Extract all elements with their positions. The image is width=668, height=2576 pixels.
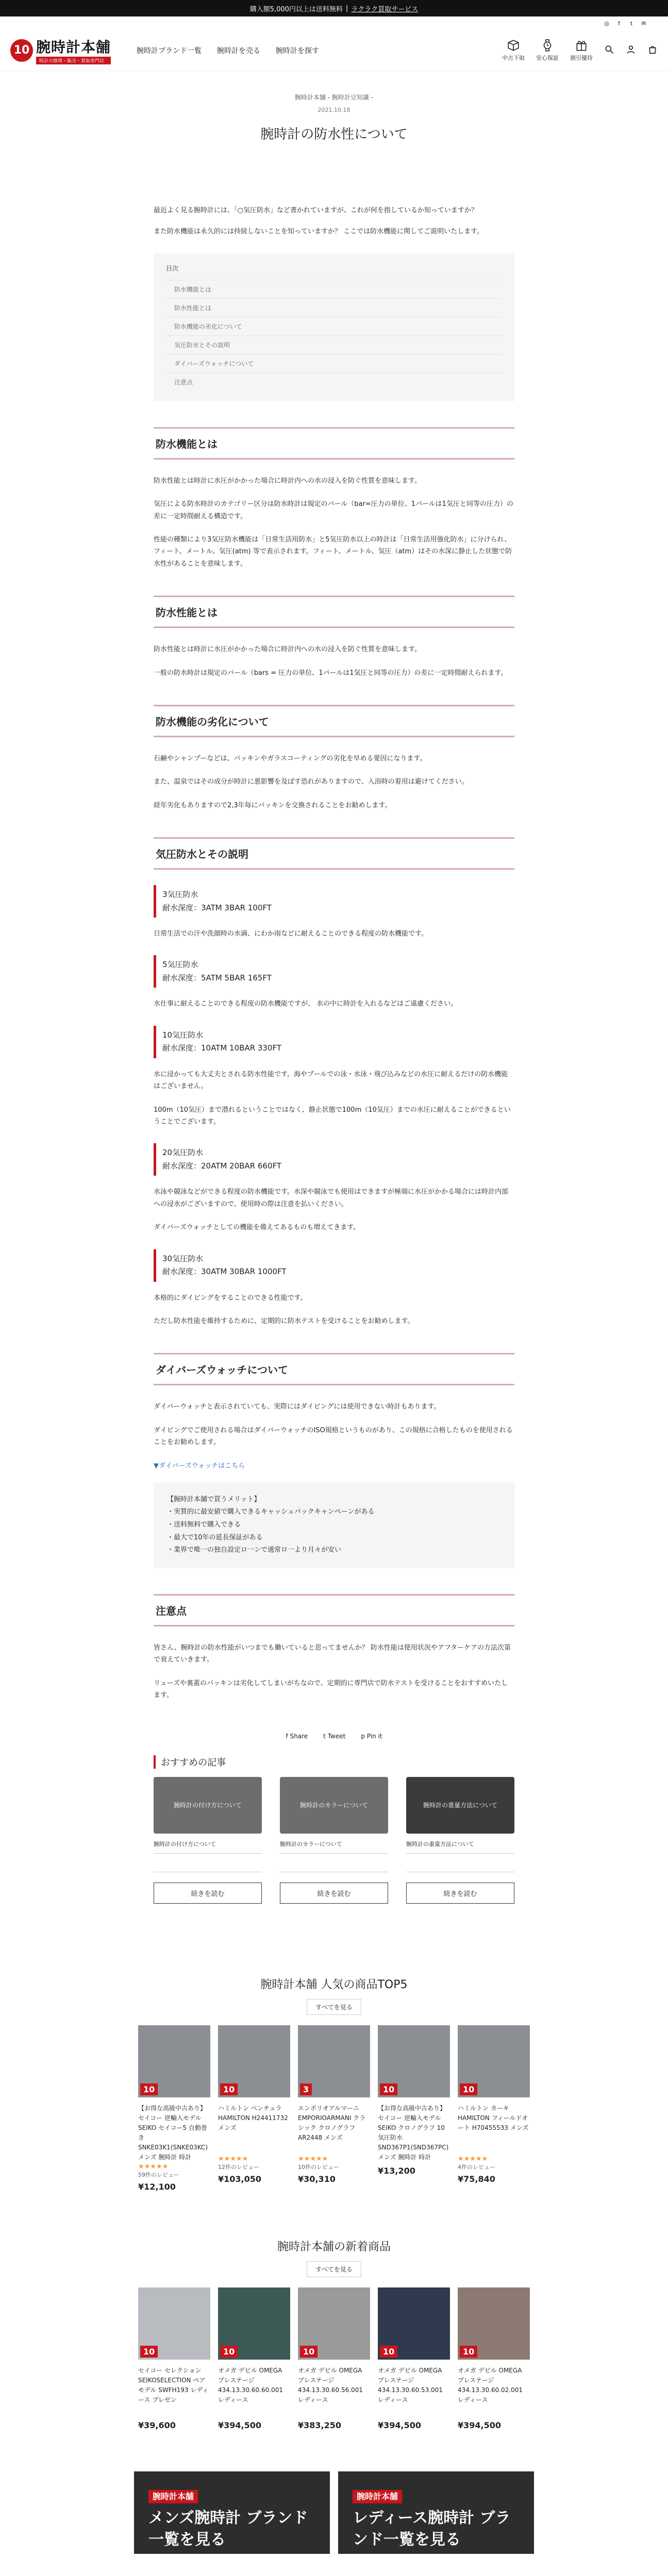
paragraph: 水泳や競泳などができる程度の防水機能です。水深や競泳でも使用はできますが極端に水圧がかかる場合には時計内部への浸水がございますので、使用時の際は注意を払いください。 — [154, 1188, 508, 1208]
product-image: 10 — [458, 2287, 530, 2360]
section-heading: 防水機能の劣化について — [154, 705, 514, 737]
paragraph: 皆さん、腕時計の防水性能がいつまでも働いていると思ってませんか？ 防水性能は使用状況やアフターケアの方法次第で衰えていきます。 — [154, 1643, 511, 1664]
table-of-contents — [154, 253, 514, 401]
section-heading: 防水機能とは — [154, 427, 514, 460]
section-heading: ダイバーズウォッチについて — [154, 1353, 514, 1385]
paragraph: リューズや裏蓋のパッキンは劣化してしまいがちなので、定期的に専門店で防水テストを受けることをおすすめいたします。 — [154, 1679, 508, 1700]
share-twitter-button[interactable]: t Tweet — [323, 1732, 346, 1740]
paragraph: 石鹸やシャンプーなどは、パッキンやガラスコーティングの劣化を早める要因になります。 — [154, 754, 427, 762]
new-products — [0, 2238, 668, 2430]
toc-title: 目次 — [166, 264, 179, 272]
popular-products — [0, 1976, 668, 2192]
announcement-link[interactable]: ラクラク買取サービス — [351, 5, 419, 13]
diver-watch-link[interactable]: ▼ダイバーズウォッチはこちら — [154, 1462, 245, 1470]
paragraph: 気圧による防水時計のカテゴリー区分は防水時計は規定のバール（bar=圧力の単位、1バールは1気圧と同等の圧力）の差に一定時間耐える構造です。 — [154, 500, 513, 520]
trade-in-link[interactable]: 中古下取 — [502, 39, 525, 62]
brand-banners — [0, 2471, 668, 2554]
section-title: 腕時計本舗 人気の商品TOP5 — [260, 1978, 408, 1991]
product-card[interactable]: 10 【お得な高級中古あり】セイコー 逆輸入モデル SEIKO セイコー5 自動巻き SNKE03K1(SNKE03KC) メンズ 腕時計 時計 ★★★★★ 59件のレビュー ¥12,100 — [138, 2025, 210, 2192]
logo-name: 腕時計本舗 — [36, 39, 111, 56]
product-image: 10 — [378, 2287, 450, 2360]
discount-link[interactable]: 割引優待 — [570, 39, 593, 62]
product-image: 10 — [138, 2287, 210, 2360]
share-facebook-button[interactable]: f Share — [286, 1732, 308, 1740]
product-image: 10 — [458, 2025, 530, 2097]
product-card[interactable]: 10 オメガ デビル OMEGA プレステージ 434.13.30.60.56.001 レディース ¥383,250 — [298, 2287, 370, 2430]
main-nav — [137, 45, 319, 56]
toc-item[interactable]: 気圧防水とその説明 — [166, 335, 502, 354]
read-more-button[interactable]: 続きを読む — [154, 1883, 262, 1904]
mens-brand-banner[interactable]: 腕時計本舗 メンズ腕時計 ブランド一覧を見る — [134, 2471, 330, 2554]
paragraph: ダイバーウォッチと表示されていても、実際にはダイビングには使用できない時計もあります。 — [154, 1403, 441, 1411]
page-title: 腕時計の防水性について — [260, 127, 408, 142]
product-image: 10 — [218, 2025, 290, 2097]
level-heading: 5気圧防水 耐水深度：5ATM 5BAR 165FT — [154, 955, 514, 988]
level-heading: 3気圧防水 耐水深度：3ATM 3BAR 100FT — [154, 885, 514, 918]
paragraph: 防水性能とは時計に水圧がかかった場合に時計内への水の浸入を防ぐ性質を意味します。 — [154, 646, 421, 654]
article-date: 2021.10.18 — [318, 107, 350, 113]
box-icon — [507, 39, 520, 52]
nav-sell[interactable]: 腕時計を売る — [217, 46, 261, 55]
paragraph: また、温泉ではその成分が時計に悪影響を及ぼす恐れがありますので、入浴時の着用は避けてください。 — [154, 778, 469, 786]
toc-item[interactable]: ダイバーズウォッチについて — [166, 354, 502, 372]
card-thumbnail: 腕時計の重量方法について — [406, 1777, 514, 1834]
product-card[interactable]: 10 オメガ デビル OMEGA プレステージ 434.13.30.60.53.001 レディース ¥394,500 — [378, 2287, 450, 2430]
paragraph: 経年劣化もありますので2,3年毎にパッキンを交換されることをお勧めします。 — [154, 801, 392, 809]
view-all-button[interactable]: すべてを見る — [307, 1999, 361, 2015]
section-title: 腕時計本舗の新着商品 — [277, 2240, 391, 2253]
view-all-button[interactable]: すべてを見る — [307, 2261, 361, 2277]
recommended-card[interactable]: 腕時計の重量方法について 腕時計の重量方法について 続きを読む — [406, 1777, 514, 1904]
toc-item[interactable]: 防水性能とは — [166, 298, 502, 317]
product-card[interactable]: 10 オメガ デビル OMEGA プレステージ 434.13.30.60.60.001 レディース ¥394,500 — [218, 2287, 290, 2430]
toc-item[interactable]: 防水機能の劣化について — [166, 317, 502, 335]
recommended-title: おすすめの記事 — [154, 1755, 514, 1769]
paragraph: 100m（10気圧）まで潜れるということではなく、静止状態で100m（10気圧）までの水圧に耐えることができるということでございます。 — [154, 1106, 511, 1126]
breadcrumb[interactable]: 腕時計本舗 - 腕時計豆知識 - — [294, 94, 374, 101]
article — [154, 71, 514, 1904]
search-icon[interactable] — [604, 44, 614, 57]
read-more-button[interactable]: 続きを読む — [406, 1883, 514, 1904]
social-bar — [0, 16, 668, 30]
section-heading: 防水性能とは — [154, 596, 514, 628]
paragraph: 一般の防水時計は規定のバール（bars = 圧力の単位、1バールは1気圧と同等の圧力）の差に一定時間耐えられます。 — [154, 669, 508, 677]
paragraph: 性能の種類により3気圧防水機能は「日常生活用防水」と5気圧防水以上の時計は「日常生活用強化防水」に分けられ、フィート、メートル、気圧(atm) 等で表示されます。フィート、メートル、気圧（atm）はその水深に静止した状態で防水性があることを意味します。 — [154, 535, 512, 568]
paragraph: 水に浸かっても大丈夫とされる防水性能です。海やプールでの泳・水泳・飛び込みなどの水圧に耐えるだけの防水機能はございません。 — [154, 1070, 508, 1091]
level-heading: 10気圧防水 耐水深度：10ATM 10BAR 330FT — [154, 1026, 514, 1058]
product-card[interactable]: 10 【お得な高級中古あり】セイコー 逆輸入モデル SEIKO クロノグラフ 10気圧防水 SND367P1(SND367PC) メンズ 腕時計 時計 ¥13,200 — [378, 2025, 450, 2192]
site-header — [0, 30, 668, 71]
section-heading: 注意点 — [154, 1594, 514, 1626]
product-image: 10 — [298, 2287, 370, 2360]
cart-icon[interactable] — [647, 44, 658, 57]
ladies-brand-banner[interactable]: 腕時計本舗 レディース腕時計 ブランド一覧を見る — [338, 2471, 534, 2554]
product-image: 10 — [378, 2025, 450, 2097]
card-thumbnail: 腕時計の付け方について — [154, 1777, 262, 1834]
share-pinterest-button[interactable]: p Pin it — [361, 1732, 382, 1740]
product-card[interactable]: 10 セイコー セレクション SEIKOSELECTION ペアモデル SWFH193 レディース プレゼン ¥39,600 — [138, 2287, 210, 2430]
warranty-link[interactable]: 安心保証 — [536, 39, 559, 62]
site-logo[interactable] — [10, 36, 111, 64]
watch-icon — [541, 39, 554, 52]
paragraph: 本格的にダイビングをすることのできる性能です。 — [154, 1294, 307, 1302]
article-intro: 最近よく見る腕時計には、「○気圧防水」など書かれていますが、これが何を指しているか知っていますか？ また防水機能は永久的には持続しないことを知っていますか？ ここでは防水機能に関してご説明いたします。 — [154, 207, 484, 236]
paragraph: 防水性能とは時計に水圧がかかった場合に時計内への水の浸入を防ぐ性質を意味します。 — [154, 477, 421, 485]
share-bar — [154, 1733, 514, 1740]
product-image: 10 — [218, 2287, 290, 2360]
announcement-text: 購入額5,000円以上は送料無料 — [249, 5, 343, 13]
paragraph: 水仕事に耐えることのできる程度の防水機能ですが、 水の中に時計を入れるなどはご遠慮ください。 — [154, 1000, 458, 1008]
product-card[interactable]: 10 ハミルトン カーキ HAMILTON フィールドオート H70455533 メンズ ★★★★★ 4件のレビュー ¥75,840 — [458, 2025, 530, 2192]
recommended-list — [154, 1777, 514, 1904]
product-image: 3 — [298, 2025, 370, 2097]
recommended-card[interactable]: 腕時計の付け方について 腕時計の付け方について 続きを読む — [154, 1777, 262, 1904]
account-icon[interactable] — [626, 44, 636, 57]
nav-search[interactable]: 腕時計を探す — [276, 46, 320, 55]
nav-brand-list[interactable]: 腕時計ブランド一覧 — [137, 46, 202, 55]
product-card[interactable]: 10 ハミルトン ベンチュラ HAMILTON H24411732 メンズ ★★★★★ 12件のレビュー ¥103,050 — [218, 2025, 290, 2192]
section-heading: 気圧防水とその説明 — [154, 837, 514, 870]
card-thumbnail: 腕時計のカラーについて — [280, 1777, 388, 1834]
facebook-icon[interactable]: f — [618, 20, 620, 27]
gift-icon — [575, 39, 588, 52]
paragraph: 日常生活での汗や洗顔時の水滴、にわか雨などに耐えることのできる程度の防水機能です。 — [154, 930, 428, 938]
paragraph: ただし防水性能を維持するために、定期的に防水テストを受けることをお勧めします。 — [154, 1317, 414, 1325]
logo-mark: 10 — [10, 39, 33, 62]
recommended-card[interactable]: 腕時計のカラーについて 腕時計のカラーについて 続きを読む — [280, 1777, 388, 1904]
level-heading: 20気圧防水 耐水深度：20ATM 20BAR 660FT — [154, 1143, 514, 1176]
announcement-bar: 購入額5,000円以上は送料無料 | ラクラク買取サービス — [0, 0, 668, 16]
product-image: 10 — [138, 2025, 210, 2097]
toc-item[interactable]: 注意点 — [166, 372, 502, 391]
merit-box: 【腕時計本舗で買うメリット】 ・実質的に最安値で購入できるキャッシュバックキャンペーンがある ・送料無料で購入できる ・最大で10年の延長保証がある ・業界で唯一の独自設定ロ一ンで通常ロ一より月々が安い — [154, 1482, 514, 1568]
read-more-button[interactable]: 続きを読む — [280, 1883, 388, 1904]
toc-item[interactable]: 防水機能とは — [166, 280, 502, 298]
level-heading: 30気圧防水 耐水深度：30ATM 30BAR 1000FT — [154, 1249, 514, 1282]
paragraph: ダイビングでご使用される場合はダイバーウォッチのISO規格というものがあり、この規格に合格したものを使用されることをお勧めします。 — [154, 1426, 513, 1447]
instagram-icon[interactable]: ◎ — [604, 20, 609, 27]
logo-subtitle: 時計の修理・販売・買取専門店 — [36, 57, 111, 64]
product-card[interactable]: 10 オメガ デビル OMEGA プレステージ 434.13.30.60.02.001 レディース ¥394,500 — [458, 2287, 530, 2430]
mail-icon[interactable]: ✉ — [641, 20, 646, 27]
product-card[interactable]: 3 エンポリオアルマーニ EMPORIOARMANI クラシック クロノグラフ AR2448 メンズ ★★★★★ 10件のレビュー ¥30,310 — [298, 2025, 370, 2192]
paragraph: ダイバーズウォッチとしての機能を備えてあるものも増えてきます。 — [154, 1224, 360, 1232]
twitter-icon[interactable]: t — [630, 20, 633, 27]
